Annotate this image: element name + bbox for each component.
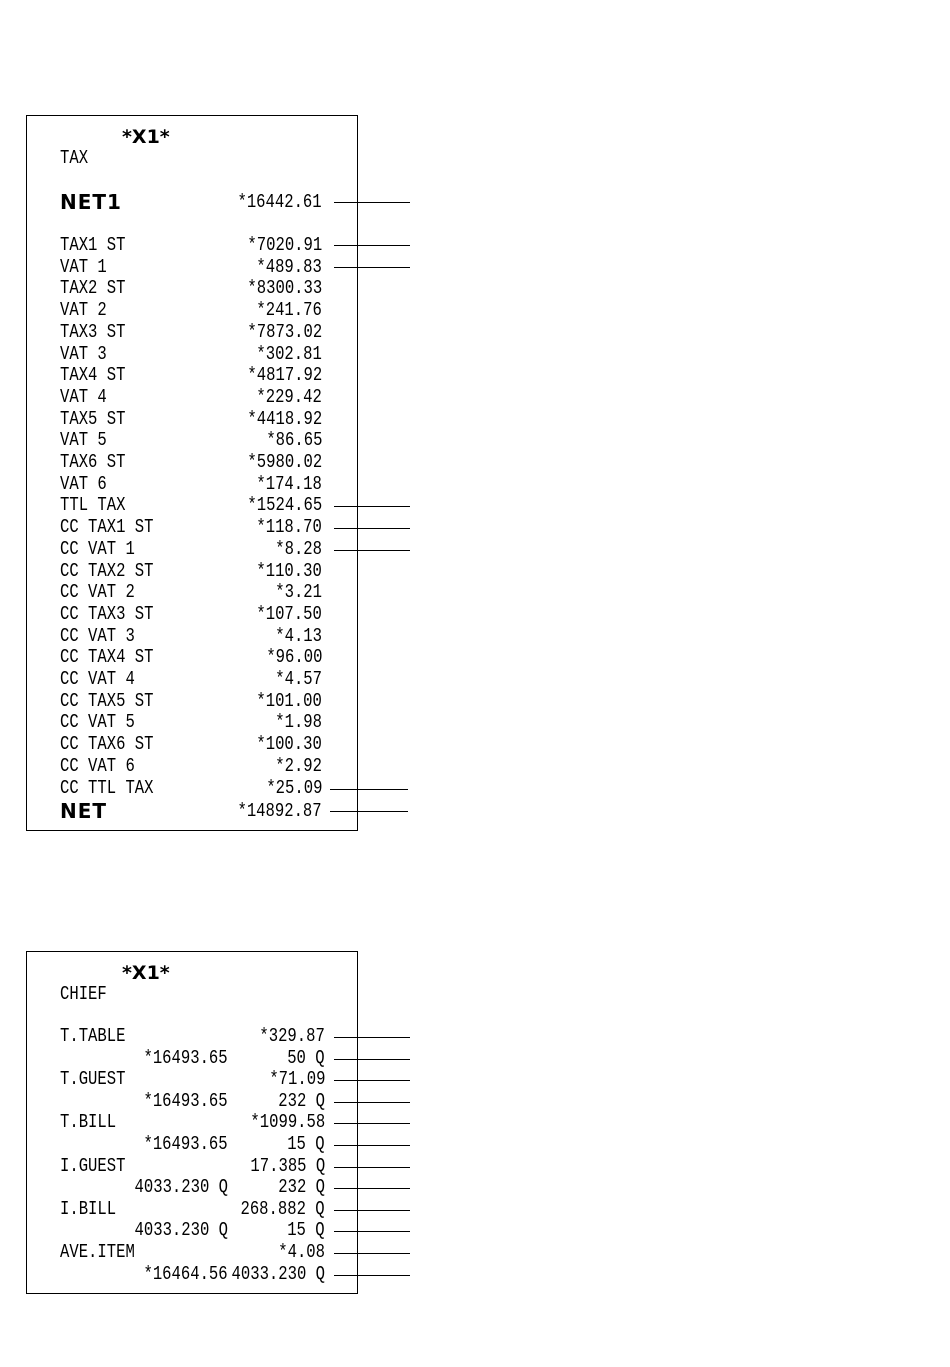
tax-row-label: VAT 6 xyxy=(60,473,107,495)
tax-row-value: *8300.33 xyxy=(247,277,322,299)
leader-line xyxy=(334,550,410,551)
tax-row-label: CC VAT 2 xyxy=(60,581,135,603)
chief-row-mid-value: *16464.56 xyxy=(143,1263,228,1285)
tax-row-value: *8.28 xyxy=(275,538,322,560)
tax-row-value: *229.42 xyxy=(256,386,322,408)
tax-row-label: TTL TAX xyxy=(60,494,126,516)
tax-row-label: CC TAX4 ST xyxy=(60,646,154,668)
tax-row-value: *4418.92 xyxy=(247,408,322,430)
chief-row-label: I.GUEST xyxy=(60,1155,126,1177)
leader-line xyxy=(334,1167,410,1168)
leader-line xyxy=(334,1059,410,1060)
tax-row-value: *110.30 xyxy=(256,560,322,582)
tax-row-label: CC TAX2 ST xyxy=(60,560,154,582)
leader-line xyxy=(334,1102,410,1103)
leader-line xyxy=(334,1123,410,1124)
tax-row-value: *107.50 xyxy=(256,603,322,625)
chief-row-label: T.TABLE xyxy=(60,1025,126,1047)
tax-row-label: VAT 2 xyxy=(60,299,107,321)
chief-row-value: *4.08 xyxy=(278,1241,325,1263)
tax-row-label: TAX2 ST xyxy=(60,277,126,299)
chief-row-value: *1099.58 xyxy=(250,1111,325,1133)
net-label: NET xyxy=(60,799,108,823)
tax-row-label: TAX3 ST xyxy=(60,321,126,343)
tax-row-value: *96.00 xyxy=(265,646,322,668)
chief-row-mid-value: 4033.230 Q xyxy=(134,1176,228,1198)
tax-row-label: CC VAT 1 xyxy=(60,538,135,560)
chief-row-label: T.GUEST xyxy=(60,1068,126,1090)
tax-row-value: *7873.02 xyxy=(247,321,322,343)
chief-row-mid-value: *16493.65 xyxy=(143,1047,228,1069)
leader-line xyxy=(334,1275,410,1276)
tax-row-value: *118.70 xyxy=(256,516,322,538)
leader-line xyxy=(334,1080,410,1081)
chief-row-label: AVE.ITEM xyxy=(60,1241,135,1263)
leader-line xyxy=(334,245,410,246)
tax-row-value: *86.65 xyxy=(265,429,322,451)
leader-line xyxy=(330,789,408,790)
tax-row-value: *7020.91 xyxy=(247,234,322,256)
chief-receipt-title: CHIEF xyxy=(60,983,107,1005)
chief-row-value: 50 Q xyxy=(287,1047,325,1069)
leader-line xyxy=(330,811,408,812)
leader-line xyxy=(334,202,410,203)
chief-row-mid-value: *16493.65 xyxy=(143,1133,228,1155)
tax-row-label: TAX1 ST xyxy=(60,234,126,256)
tax-row-value: *241.76 xyxy=(256,299,322,321)
tax-row-value: *25.09 xyxy=(265,777,322,799)
tax-row-label: CC TTL TAX xyxy=(60,777,154,799)
leader-line xyxy=(334,528,410,529)
tax-row-value: *2.92 xyxy=(275,755,322,777)
tax-row-label: VAT 5 xyxy=(60,429,107,451)
chief-receipt-header: *X1* xyxy=(122,962,170,984)
tax-row-value: *302.81 xyxy=(256,343,322,365)
tax-row-value: *1.98 xyxy=(275,711,322,733)
chief-row-value: 4033.230 Q xyxy=(231,1263,325,1285)
tax-row-value: *4.13 xyxy=(275,625,322,647)
leader-line xyxy=(334,1231,410,1232)
tax-row-value: *101.00 xyxy=(256,690,322,712)
tax-row-label: CC TAX5 ST xyxy=(60,690,154,712)
tax-row-label: VAT 3 xyxy=(60,343,107,365)
tax-row-label: TAX6 ST xyxy=(60,451,126,473)
tax-row-label: CC TAX6 ST xyxy=(60,733,154,755)
chief-row-value: 17.385 Q xyxy=(250,1155,325,1177)
tax-row-label: CC VAT 3 xyxy=(60,625,135,647)
tax-row-label: TAX4 ST xyxy=(60,364,126,386)
tax-row-value: *1524.65 xyxy=(247,494,322,516)
tax-row-value: *4817.92 xyxy=(247,364,322,386)
tax-row-label: CC VAT 4 xyxy=(60,668,135,690)
tax-row-label: VAT 4 xyxy=(60,386,107,408)
tax-row-value: *5980.02 xyxy=(247,451,322,473)
tax-receipt-title: TAX xyxy=(60,147,89,169)
leader-line xyxy=(334,1037,410,1038)
chief-row-label: T.BILL xyxy=(60,1111,117,1133)
tax-row-label: VAT 1 xyxy=(60,256,107,278)
leader-line xyxy=(334,267,410,268)
tax-row-label: CC VAT 5 xyxy=(60,711,135,733)
chief-row-mid-value: *16493.65 xyxy=(143,1090,228,1112)
tax-row-value: *3.21 xyxy=(275,581,322,603)
net1-label: NET1 xyxy=(60,190,122,214)
leader-line xyxy=(334,1145,410,1146)
leader-line xyxy=(334,1253,410,1254)
chief-row-value: 15 Q xyxy=(287,1133,325,1155)
tax-receipt-header: *X1* xyxy=(122,126,170,148)
chief-row-value: 232 Q xyxy=(278,1090,325,1112)
leader-line xyxy=(334,506,410,507)
tax-row-value: *100.30 xyxy=(256,733,322,755)
chief-row-mid-value: 4033.230 Q xyxy=(134,1219,228,1241)
tax-row-label: TAX5 ST xyxy=(60,408,126,430)
chief-row-value: *71.09 xyxy=(268,1068,325,1090)
tax-row-label: CC TAX1 ST xyxy=(60,516,154,538)
net-value: *14892.87 xyxy=(237,800,322,822)
chief-row-value: 15 Q xyxy=(287,1219,325,1241)
leader-line xyxy=(334,1188,410,1189)
tax-row-label: CC TAX3 ST xyxy=(60,603,154,625)
chief-row-label: I.BILL xyxy=(60,1198,117,1220)
net1-value: *16442.61 xyxy=(237,191,322,213)
chief-row-value: *329.87 xyxy=(259,1025,325,1047)
chief-row-value: 268.882 Q xyxy=(240,1198,325,1220)
tax-row-value: *489.83 xyxy=(256,256,322,278)
leader-line xyxy=(334,1210,410,1211)
tax-row-value: *174.18 xyxy=(256,473,322,495)
tax-row-label: CC VAT 6 xyxy=(60,755,135,777)
tax-row-value: *4.57 xyxy=(275,668,322,690)
chief-row-value: 232 Q xyxy=(278,1176,325,1198)
